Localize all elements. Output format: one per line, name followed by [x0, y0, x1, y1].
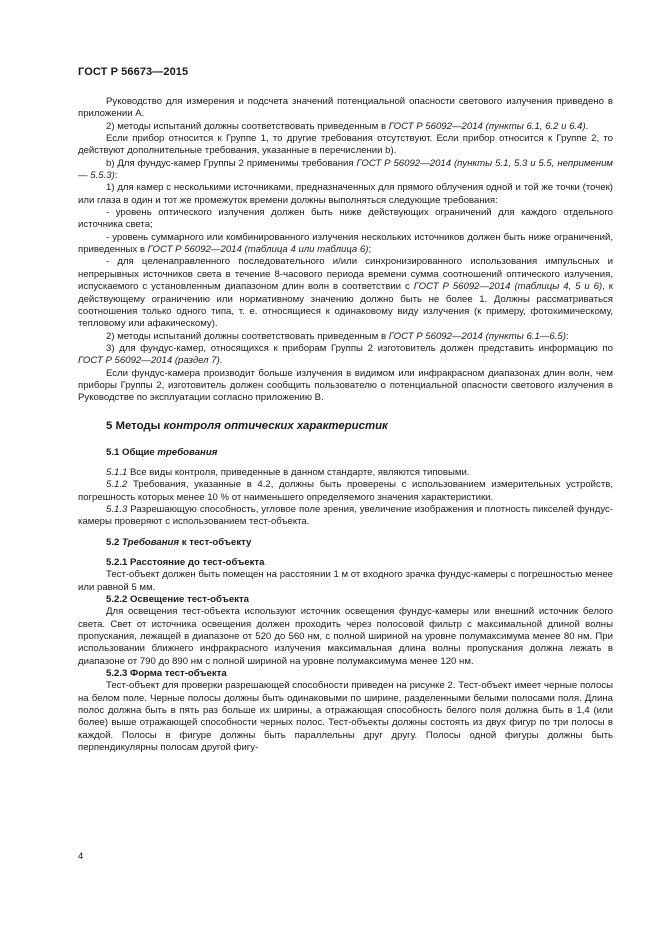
- list-item: - для целенаправленного последовательного и/или синхронизированного использования импульсных и непрерывных источников света в течение 8-часового периода времени сумма соотношений оптического излучения, испускаемого с установленным диапазоном длин волн в соответствии с ГОСТ Р 56092—2014 (таблицы 4, 5 и 6), к действующему ограничению или нормативному значению должно быть не более 1. Должны рассматриваться соотношения только одного типа, т. е. относящиеся к одинаковому виду излучения (к примеру, фотохимическому, тепловому или афакическому).: [78, 256, 614, 330]
- paragraph: b) Для фундус-камер Группы 2 применимы требования ГОСТ Р 56092—2014 (пункты 5.1, 5.3 и 5.5, неприменим — 5.5.3):: [78, 157, 613, 182]
- page-number: 4: [78, 851, 84, 862]
- paragraph-5-1-1: 5.1.1 Все виды контроля, приведенные в данном стандарте, являются типовыми.: [106, 466, 470, 478]
- paragraph: 2) методы испытаний должны соответствовать приведенным в ГОСТ Р 56092—2014 (пункты 6.1, 6.2 и 6.4).: [106, 120, 589, 132]
- subsection-heading-5-2-2: 5.2.2 Освещение тест-объекта: [106, 594, 249, 606]
- paragraph: 3) для фундус-камер, относящихся к приборам Группы 2 изготовитель должен представить информацию по ГОСТ Р 56092—2014 (раздел 7).: [78, 342, 613, 367]
- paragraph: 1) для камер с несколькими источниками, предназначенных для прямого облучения одной и той же точки (точек) или глаза в один и тот же промежуток времени должны выполняться следующие требования:: [78, 182, 613, 206]
- subsection-heading-5-2-3: 5.2.3 Форма тест-объекта: [106, 668, 227, 680]
- list-item: - уровень оптического излучения должен быть ниже действующих ограничений для каждого отдельного источника света;: [78, 207, 613, 231]
- paragraph: Руководство для измерения и подсчета значений потенциальной опасности светового излучения приведено в приложении А.: [78, 96, 613, 120]
- document-header: ГОСТ Р 56673—2015: [78, 66, 189, 78]
- paragraph-5-2-1: Тест-объект должен быть помещен на расстоянии 1 м от входного зрачка фундус-камеры с погрешностью менее или равной 5 мм.: [78, 569, 613, 593]
- paragraph-5-1-3: 5.1.3 Разрешающую способность, угловое поле зрения, увеличение изображения и плотность пикселей фундус-камеры проверяют с использованием тест-объекта.: [78, 503, 613, 528]
- document-body: [78, 96, 613, 755]
- paragraph: Если прибор относится к Группе 1, то другие требования отсутствуют. Если прибор относится к Группе 2, то действуют дополнительные требования, указанные в перечислении b).: [78, 133, 613, 157]
- paragraph-5-2-2: Для освещения тест-объекта используют источник освещения фундус-камеры или внешний источник белого света. Свет от источника освещения должен проходить через полосовой фильтр с максимальной длиной волны пропускания, лежащей в диапазоне от 520 до 560 нм, с полной шириной на уровне полумаксимума менее 80 нм. При использовании ближнего инфракрасного излучения максимальная длина волны пропускания должна лежать в диапазоне от 790 до 890 нм с полной шириной на уровне полумаксимума менее 120 нм.: [78, 606, 613, 667]
- subsection-heading-5-1: 5.1 Общие требования: [106, 446, 218, 458]
- subsection-heading-5-2-1: 5.2.1 Расстояние до тест-объекта: [106, 557, 265, 568]
- paragraph: Если фундус-камера производит больше излучения в видимом или инфракрасном диапазонах длин волн, чем приборы Группы 2, изготовитель должен сообщить пользователю о потенциальной опасности светового излучения в Руководстве по эксплуатации согласно приложению В.: [78, 367, 613, 404]
- paragraph-5-2-3: Тест-объект для проверки разрешающей способности приведен на рисунке 2. Тест-объект имеет черные полосы на белом поле. Черные полосы должны быть одинаковыми по ширине, разделенными белыми полосами поля. Длина полос должна быть в пять раз больше их ширины, а отражающая способность белого поля должна быть в 1,4 (или более) выше отражающей способности черных полос. Тест-объекты должны состоять из двух фигур по три полосы в каждой. Полосы в фигуре должны быть параллельны друг другу. Полосы одной фигуры должны быть перпендикулярны полосам другой фигу-: [78, 680, 613, 754]
- list-item: - уровень суммарного или комбинированного излучения нескольких источников должен быть ниже ограничений, приведенных в ГОСТ Р 56092—2014 (таблица 4 или таблица 6);: [78, 231, 613, 256]
- paragraph: 2) методы испытаний должны соответствовать приведенным в ГОСТ Р 56092—2014 (пункты 6.1—6.5):: [106, 330, 569, 342]
- subsection-heading-5-2: 5.2 Требования к тест-объекту: [106, 536, 252, 548]
- section-heading-5: 5 Методы контроля оптических характеристик: [106, 419, 388, 432]
- paragraph-5-1-2: 5.1.2 Требования, указанные в 4.2, должны быть проверены с использованием измерительных устройств, погрешность которых менее 10 % от наименьшего определяемого значения характеристики.: [78, 479, 613, 503]
